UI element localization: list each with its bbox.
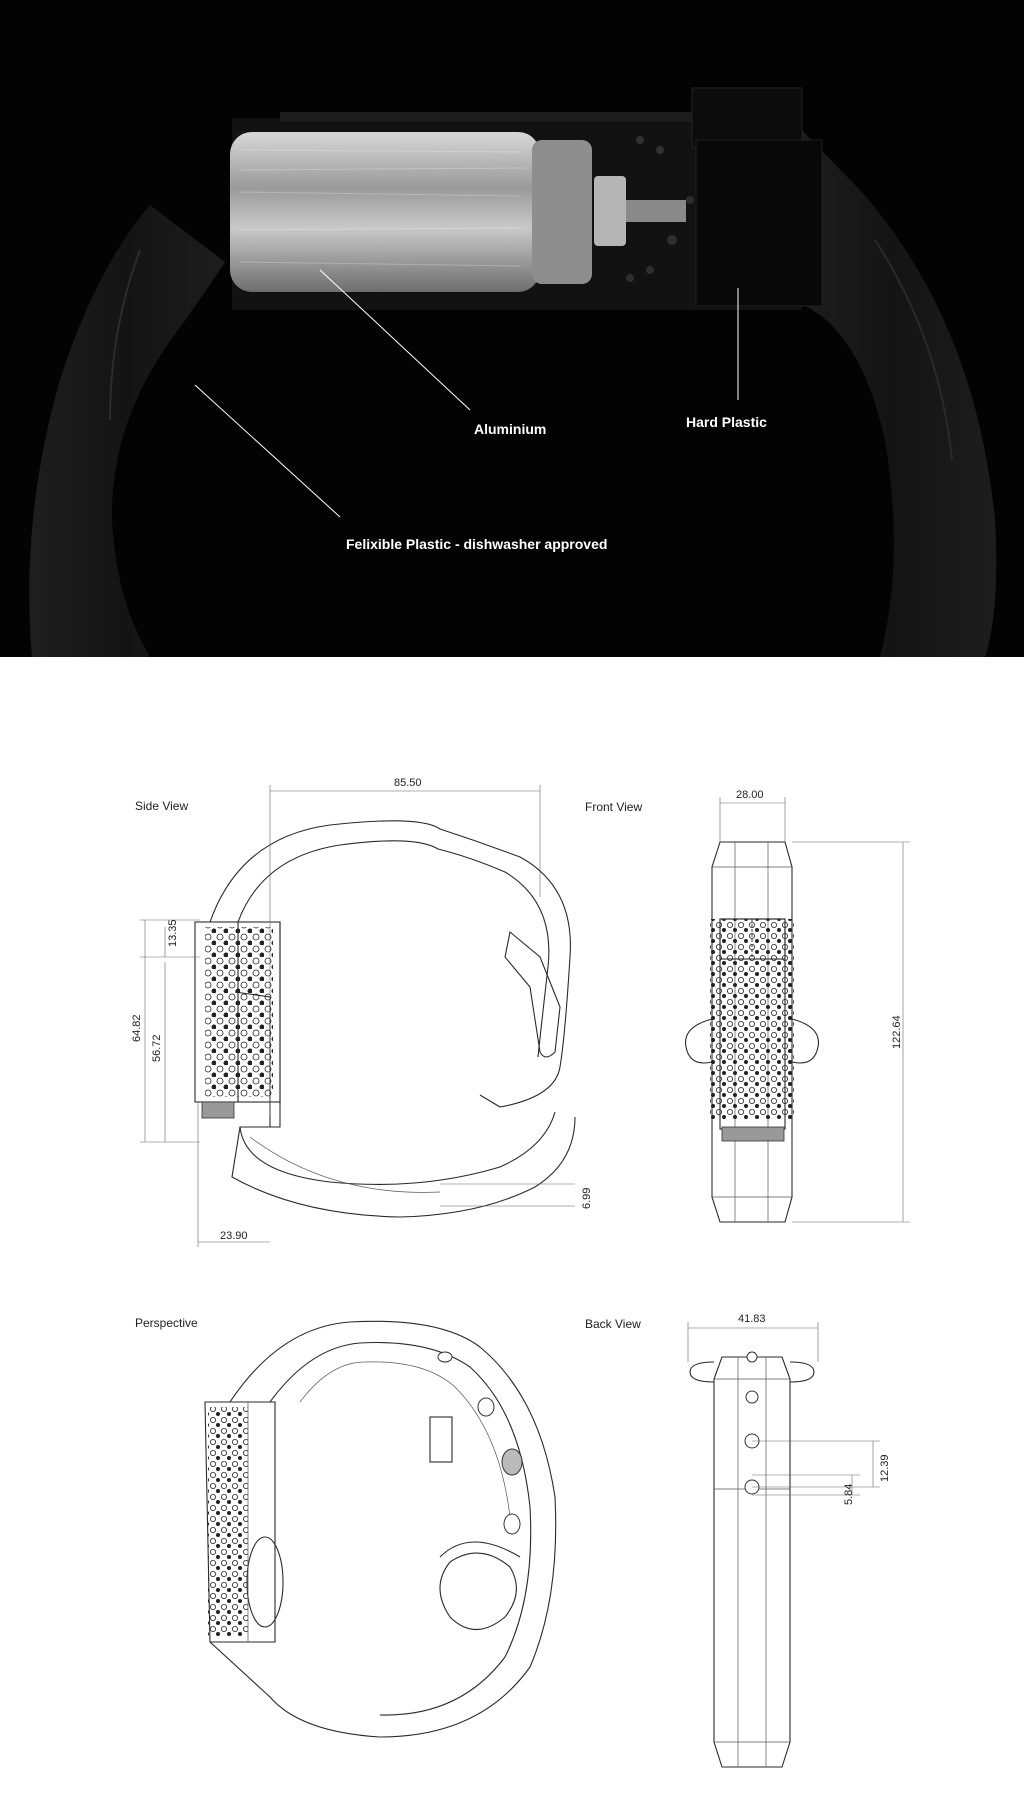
dim-side-top: 13.35	[167, 919, 179, 947]
dim-side-outer: 64.82	[131, 1014, 143, 1042]
hard-plastic-label: Hard Plastic	[686, 414, 767, 430]
aluminium-canister	[230, 132, 540, 292]
aluminium-label: Aluminium	[474, 421, 547, 437]
hard-plastic-block	[692, 88, 802, 148]
dim-front-height: 122.64	[891, 1015, 903, 1049]
dim-front-width: 28.00	[736, 789, 764, 801]
back-view	[585, 1313, 891, 1767]
flexible-plastic-label: Felixible Plastic - dishwasher approved	[346, 536, 608, 552]
drawing-sheet	[0, 657, 1024, 1803]
dim-back-offset: 5.84	[843, 1483, 855, 1505]
dim-back-spacing: 12.39	[879, 1454, 891, 1482]
back-view-label: Back View	[585, 1317, 641, 1331]
render-illustration	[0, 0, 1024, 657]
perspective-perforation	[208, 1407, 248, 1637]
dim-side-inner: 56.72	[151, 1034, 163, 1062]
dim-back-width: 41.83	[738, 1313, 766, 1325]
side-view-perforation	[205, 927, 273, 1097]
front-view	[585, 789, 910, 1222]
technical-drawings	[0, 657, 1024, 1803]
side-view	[131, 777, 593, 1247]
dim-side-width: 85.50	[394, 777, 422, 789]
product-render	[0, 0, 1024, 657]
side-view-label: Side View	[135, 799, 189, 813]
dim-side-depth: 23.90	[220, 1230, 248, 1242]
flexible-plastic-leader	[195, 385, 340, 517]
dim-side-band: 6.99	[581, 1187, 593, 1209]
front-view-label: Front View	[585, 800, 643, 814]
perspective-label: Perspective	[135, 1316, 198, 1330]
perspective-view	[135, 1316, 556, 1737]
band-shape	[29, 205, 225, 657]
